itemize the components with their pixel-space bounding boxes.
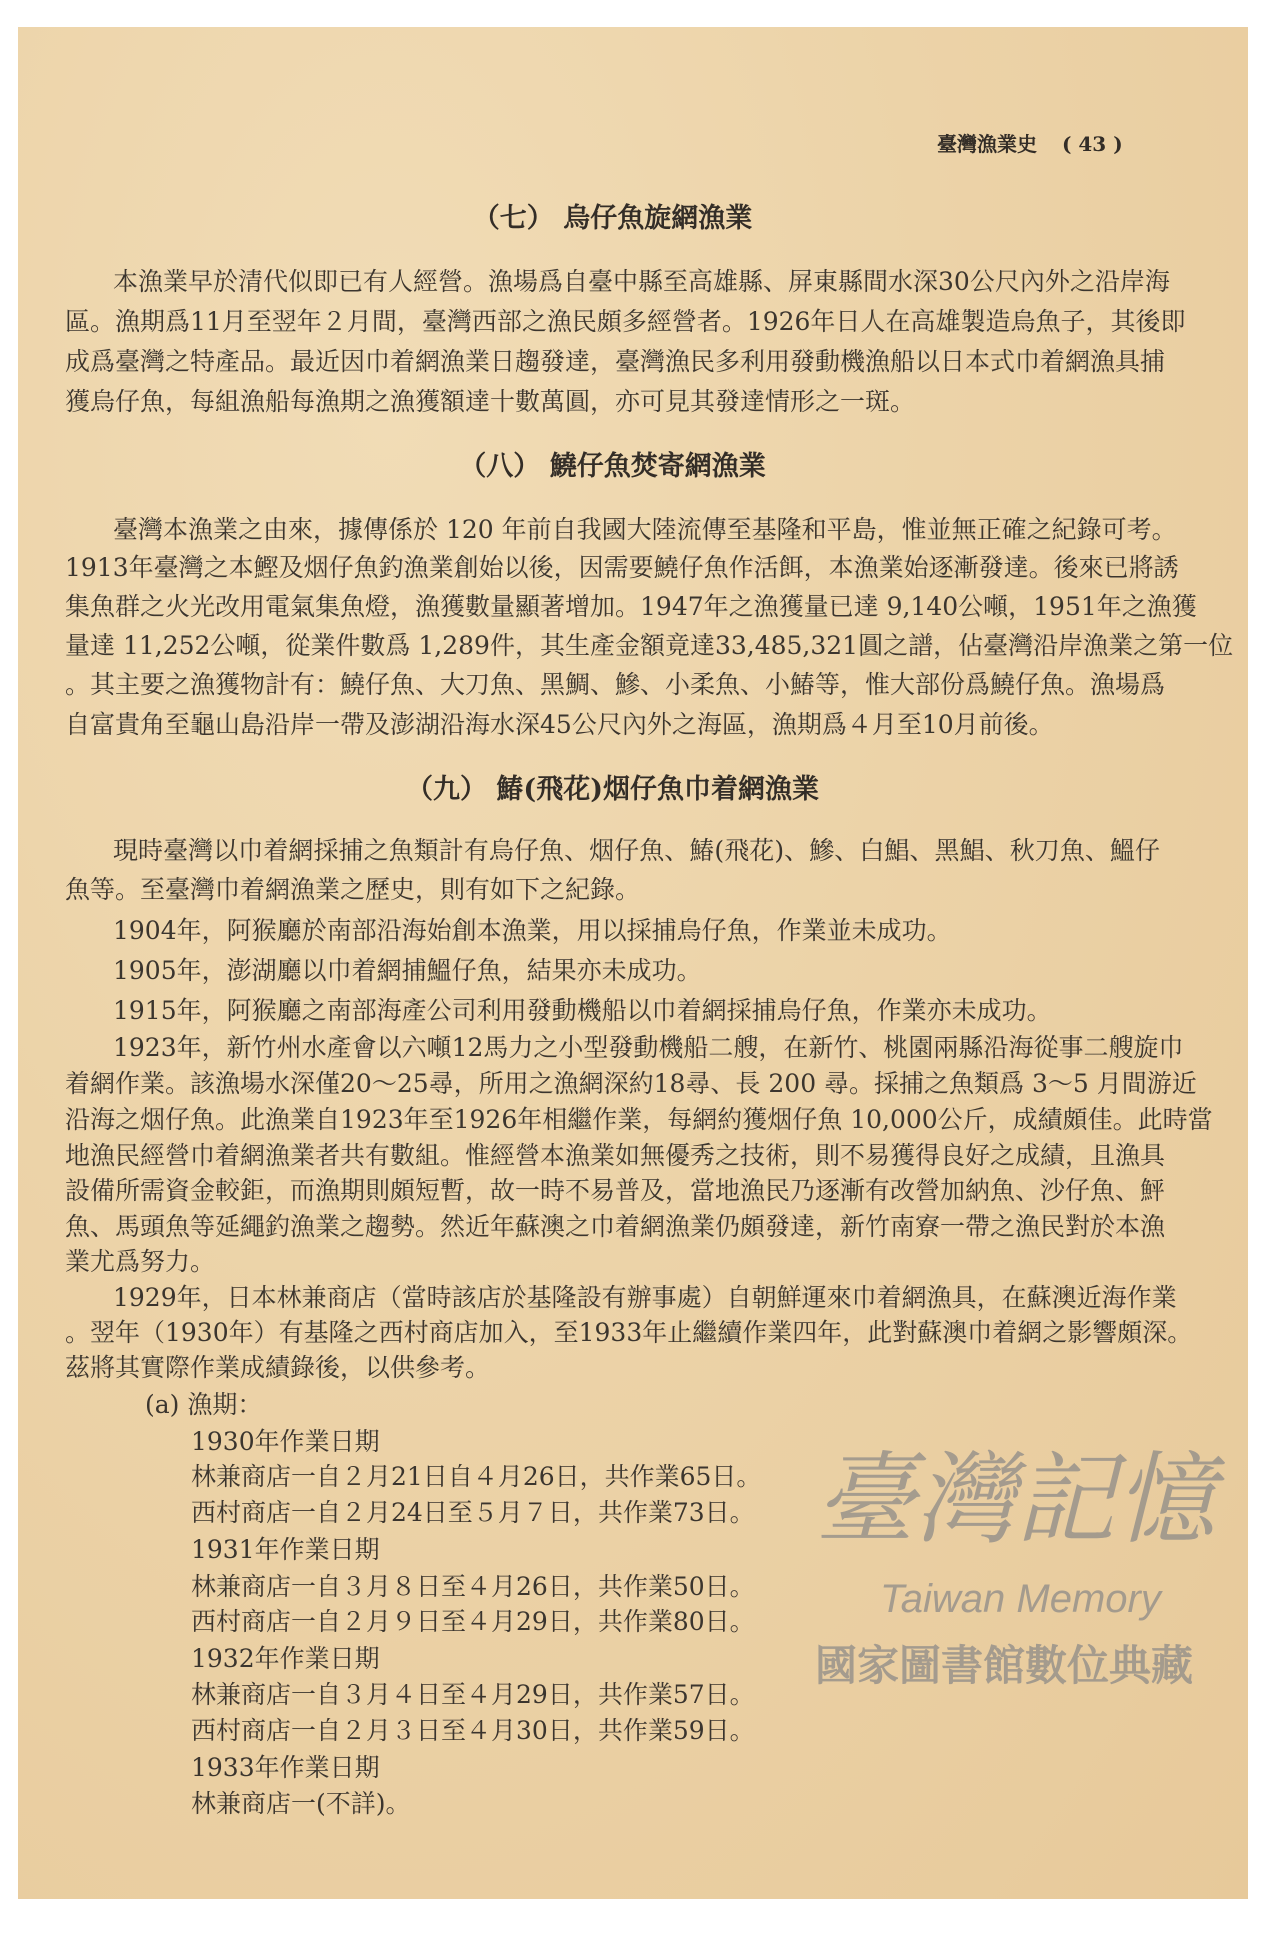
watermark-english: Taiwan Memory <box>880 1577 1161 1621</box>
text-line: 茲將其實際作業成績錄後，以供參考。 <box>65 1353 491 1382</box>
section-heading-9: （九） 鰆(飛花)烟仔魚巾着網漁業 <box>406 774 819 805</box>
text-line: 1913年臺灣之本鰹及烟仔魚釣漁業創始以後，因需要鱙仔魚作活餌，本漁業始逐漸發達。後來已將誘 <box>65 553 1179 582</box>
list-item: 林兼商店一(不詳)。 <box>191 1789 411 1818</box>
text-line: 魚、馬頭魚等延繩釣漁業之趨勢。然近年蘇澳之巾着網漁業仍頗發達，新竹南寮一帶之漁民對於本漁 <box>65 1212 1166 1241</box>
list-item: 西村商店一自２月24日至５月７日，共作業73日。 <box>191 1498 755 1527</box>
running-header <box>937 128 1123 157</box>
list-item: 林兼商店一自３月４日至４月29日，共作業57日。 <box>191 1680 755 1709</box>
text-line: 1929年，日本林兼商店（當時該店於基隆設有辦事處）自朝鮮運來巾着網漁具，在蘇澳近海作業 <box>113 1283 1177 1312</box>
text-line: 成爲臺灣之特產品。最近因巾着網漁業日趨發達，臺灣漁民多利用發動機漁船以日本式巾着網漁具捕 <box>65 347 1166 376</box>
section-heading-8: （八） 鱙仔魚焚寄網漁業 <box>459 451 766 482</box>
list-item: 西村商店一自２月９日至４月29日，共作業80日。 <box>191 1607 755 1636</box>
text-line: 臺灣本漁業之由來，據傳係於 120 年前自我國大陸流傳至基隆和平島，惟並無正確之紀錄可考。 <box>113 515 1177 544</box>
text-line: 着網作業。該漁場水深僅20～25尋，所用之漁網深約18尋、長 200 尋。採捕之魚類爲 3～5 月間游近 <box>65 1069 1197 1098</box>
year-label: 1932年作業日期 <box>191 1644 380 1673</box>
text-line: 本漁業早於清代似即已有人經營。漁場爲自臺中縣至高雄縣、屏東縣間水深30公尺內外之沿岸海 <box>113 267 1170 296</box>
text-line: 區。漁期爲11月至翌年２月間，臺灣西部之漁民頗多經營者。1926年日人在高雄製造烏魚子，其後即 <box>65 307 1186 336</box>
text-line: 1923年，新竹州水產會以六噸12馬力之小型發動機船二艘，在新竹、桃園兩縣沿海從事二艘旋巾 <box>113 1033 1184 1062</box>
year-label: 1931年作業日期 <box>191 1535 380 1564</box>
text-line: 設備所需資金較鉅，而漁期則頗短暫，故一時不易普及，當地漁民乃逐漸有改營加納魚、沙仔魚、鮃 <box>65 1176 1166 1205</box>
text-line: 現時臺灣以巾着網採捕之魚類計有烏仔魚、烟仔魚、鰆(飛花)、鰺、白鯧、黑鯧、秋刀魚、鰮仔 <box>113 836 1160 865</box>
watermark-logo: 臺灣記憶 <box>815 1441 1215 1558</box>
text-line: 沿海之烟仔魚。此漁業自1923年至1926年相繼作業，每網約獲烟仔魚 10,000公斤，成績頗佳。此時當 <box>65 1105 1213 1134</box>
text-line: 。翌年（1930年）有基隆之西村商店加入，至1933年止繼續作業四年，此對蘇澳巾着網之影響頗深。 <box>65 1318 1193 1347</box>
text-line: 地漁民經營巾着網漁業者共有數組。惟經營本漁業如無優秀之技術，則不易獲得良好之成績，且漁具 <box>65 1141 1166 1170</box>
watermark-organization: 國家圖書館數位典藏 <box>815 1641 1194 1690</box>
page-number: ( 43 ) <box>1061 132 1123 156</box>
list-label: (a) 漁期： <box>145 1390 263 1419</box>
year-label: 1930年作業日期 <box>191 1427 380 1456</box>
text-line: 1915年，阿猴廳之南部海產公司利用發動機船以巾着網採捕烏仔魚，作業亦未成功。 <box>113 996 1052 1025</box>
text-line: 魚等。至臺灣巾着網漁業之歷史，則有如下之紀錄。 <box>65 875 641 904</box>
list-item: 西村商店一自２月３日至４月30日，共作業59日。 <box>191 1716 755 1745</box>
text-line: 量達 11,252公噸，從業件數爲 1,289件，其生產金額竟達33,485,321圓之譜，佔臺灣沿岸漁業之第一位 <box>65 631 1234 660</box>
text-line: 自富貴角至龜山島沿岸一帶及澎湖沿海水深45公尺內外之海區，漁期爲４月至10月前後。 <box>65 710 1054 739</box>
text-line: 1905年，澎湖廳以巾着網捕鰮仔魚，結果亦未成功。 <box>113 956 702 985</box>
list-item: 林兼商店一自２月21日自４月26日，共作業65日。 <box>191 1462 762 1491</box>
section-heading-7: （七） 烏仔魚旋網漁業 <box>472 203 753 234</box>
text-line: 。其主要之漁獲物計有：鱙仔魚、大刀魚、黑鯛、鰺、小柔魚、小鰆等，惟大部份爲鱙仔魚。漁場爲 <box>65 670 1166 699</box>
book-title: 臺灣漁業史 <box>937 132 1037 156</box>
text-line: 1904年，阿猴廳於南部沿海始創本漁業，用以採捕烏仔魚，作業並未成功。 <box>113 916 952 945</box>
list-item: 林兼商店一自３月８日至４月26日，共作業50日。 <box>191 1572 755 1601</box>
year-label: 1933年作業日期 <box>191 1753 380 1782</box>
text-line: 業尤爲努力。 <box>65 1247 216 1276</box>
text-line: 集魚群之火光改用電氣集魚燈，漁獲數量顯著增加。1947年之漁獲量已達 9,140公噸，1951年之漁獲 <box>65 592 1197 621</box>
text-line: 獲烏仔魚，每組漁船每漁期之漁獲額達十數萬圓，亦可見其發達情形之一斑。 <box>65 387 916 416</box>
